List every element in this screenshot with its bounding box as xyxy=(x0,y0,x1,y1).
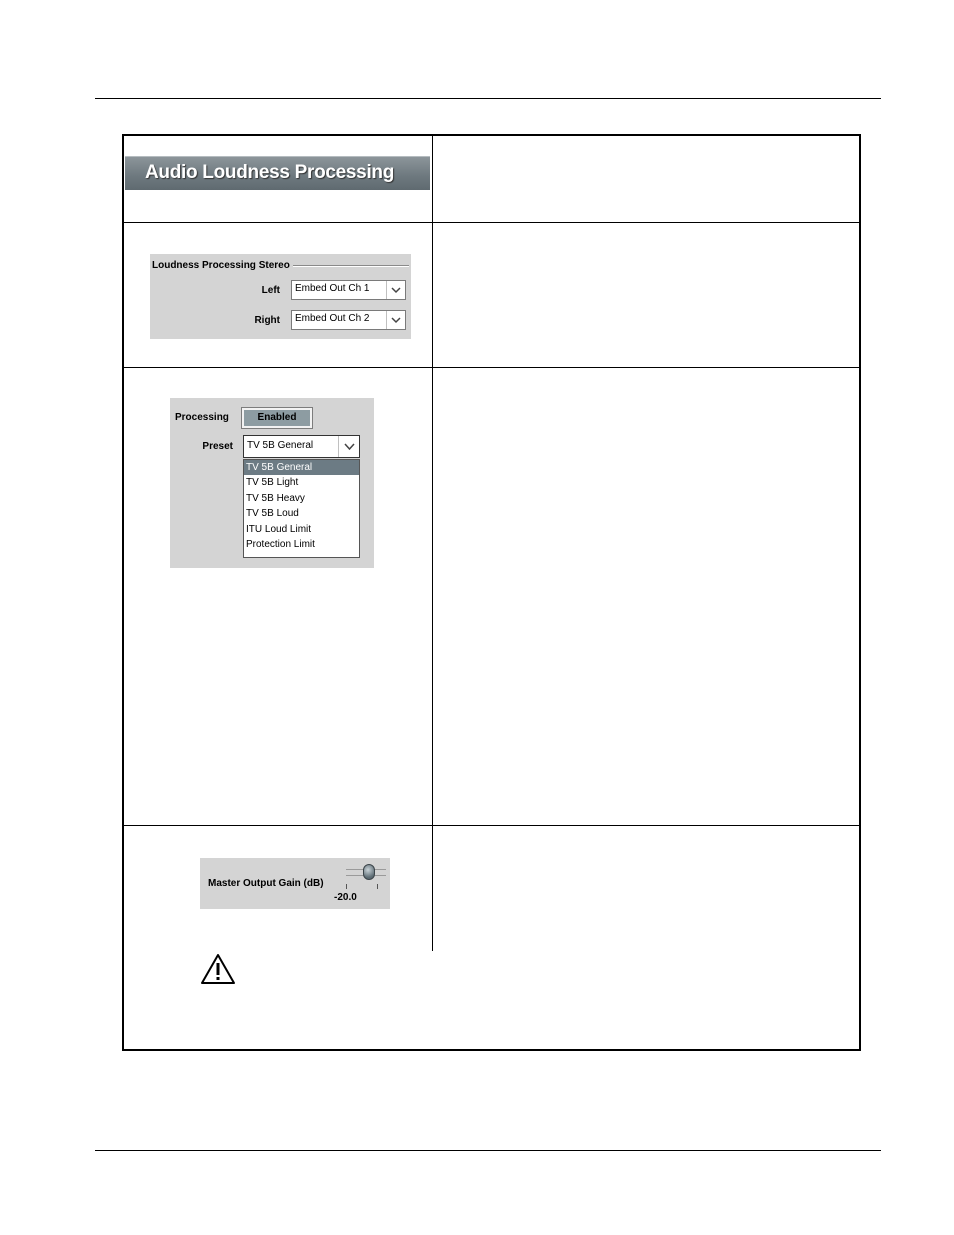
preset-option-tv5b-light[interactable]: TV 5B Light xyxy=(246,477,299,488)
chevron-down-icon xyxy=(386,281,405,299)
left-label: Left xyxy=(261,285,280,296)
preset-dropdown-list xyxy=(243,459,360,558)
preset-option-tv5b-loud[interactable]: TV 5B Loud xyxy=(246,508,299,519)
master-gain-panel xyxy=(200,858,390,909)
row-divider xyxy=(124,367,859,368)
preset-option-protection-limit[interactable]: Protection Limit xyxy=(246,539,315,550)
row-divider xyxy=(124,825,859,826)
column-divider xyxy=(432,136,433,951)
preset-label: Preset xyxy=(202,441,233,452)
processing-label: Processing xyxy=(175,412,229,423)
left-channel-value: Embed Out Ch 1 xyxy=(295,283,370,294)
master-gain-slider-thumb[interactable] xyxy=(363,864,375,880)
master-gain-label: Master Output Gain (dB) xyxy=(208,878,324,889)
master-gain-value: -20.0 xyxy=(334,892,357,903)
row-divider xyxy=(124,222,859,223)
right-channel-select[interactable] xyxy=(291,310,406,330)
chevron-down-icon xyxy=(338,436,359,457)
footer-rule xyxy=(95,1150,881,1151)
processing-panel xyxy=(170,398,374,568)
slider-tick xyxy=(377,884,378,889)
chevron-down-icon xyxy=(386,311,405,329)
slider-tick xyxy=(346,884,347,889)
section-header-audio-loudness xyxy=(125,156,430,190)
warning-icon xyxy=(200,953,236,985)
parameter-table xyxy=(122,134,861,1051)
preset-select[interactable] xyxy=(243,435,360,458)
preset-option-itu-loud-limit[interactable]: ITU Loud Limit xyxy=(246,524,312,535)
right-label: Right xyxy=(254,315,280,326)
group-title: Loudness Processing Stereo xyxy=(152,260,293,271)
section-title: Audio Loudness Processing xyxy=(145,162,395,183)
left-channel-select[interactable] xyxy=(291,280,406,300)
processing-enabled-button[interactable]: Enabled xyxy=(242,408,312,428)
loudness-stereo-panel xyxy=(150,254,411,339)
right-channel-value: Embed Out Ch 2 xyxy=(295,313,370,324)
preset-option-tv5b-heavy[interactable]: TV 5B Heavy xyxy=(246,493,305,504)
preset-option-tv5b-general[interactable]: TV 5B General xyxy=(244,460,359,475)
header-rule xyxy=(95,98,881,99)
preset-value: TV 5B General xyxy=(247,440,314,451)
